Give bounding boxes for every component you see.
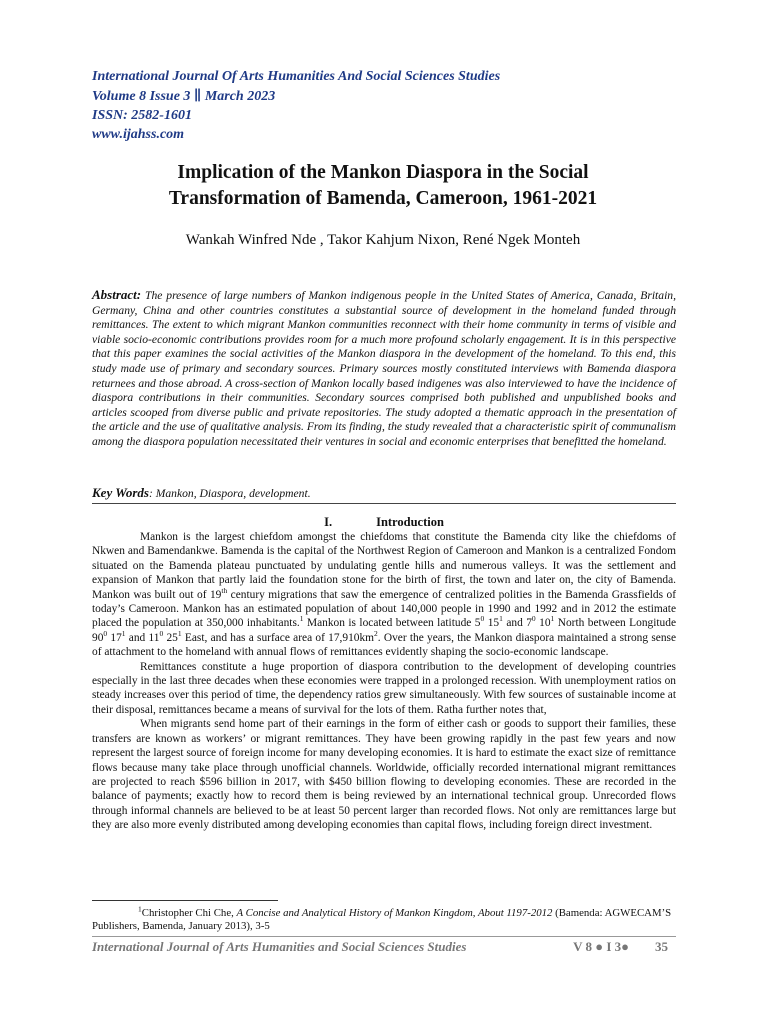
footnote-divider bbox=[92, 900, 278, 901]
superscript: 0 bbox=[531, 614, 536, 624]
footer-volume-issue: V 8 ● I 3● bbox=[573, 939, 629, 954]
abstract-text: The presence of large numbers of Mankon indigenous people in the United States of America, Canada, Britain, Germany, China and other countries constitutes a substantial source of development in the homeland funded through remittances. The extent to which migrant Mankon communities reconnect with their home community in terms of visible and viable socio-economic contributions provides room for a much more profound scholarly engagement. It is in this perspective that this paper examines the social activities of the Mankon diaspora in the development of the homeland. To this end, this study made use of primary and secondary sources. Primary sources mostly constituted interviews with Bamenda diaspora returnees and those abroad. A cross-section of Mankon locally based indigenes was also interviewed to have the incidence of diaspora contributions in their communities. Secondary sources comprised both published and unpublished books and articles scooped from diverse public and private repositories. The study adopted a thematic approach in the presentation of the article and the use of qualitative analysis. From its finding, the study revealed that a characteristic spirit of communalism among the diaspora population necessitated their ventures in social and economic enterprises that benefitted the homeland. bbox=[92, 289, 676, 448]
p1-text: 17 bbox=[107, 631, 122, 644]
footer-page-info bbox=[573, 939, 668, 955]
section-number: I. bbox=[324, 515, 333, 529]
p1-text: and 7 bbox=[502, 617, 532, 630]
p1-text: . Over the years, the Mankon diaspora maintained a strong sense of attachment to the homeland with annual flows of remittances evidently shaping the socio-economic landscape. bbox=[92, 631, 676, 659]
superscript: 0 bbox=[159, 629, 164, 639]
footnote-publisher: (Bamenda: AGWECAM’S Publishers, Bamenda, January 2013), 3-5 bbox=[92, 907, 672, 933]
paragraph-1 bbox=[92, 530, 676, 660]
footnote-ref[interactable]: 1 bbox=[299, 614, 304, 624]
keywords-divider bbox=[92, 503, 676, 504]
p1-text: 10 bbox=[535, 617, 551, 630]
footnote-book-title: A Concise and Analytical History of Mankon Kingdom, About 1197-2012 bbox=[236, 907, 553, 919]
footnote-marker: 1 bbox=[138, 904, 142, 914]
keywords-label: Key Words bbox=[92, 485, 149, 500]
journal-volume: Volume 8 Issue 3 ∥ March 2023 bbox=[92, 89, 276, 104]
section-title: Introduction bbox=[376, 515, 444, 529]
p1-text: Mankon is located between latitude 5 bbox=[303, 617, 481, 630]
footer-journal: International Journal of Arts Humanities and Social Sciences Studies bbox=[92, 939, 467, 954]
journal-url[interactable]: www.ijahss.com bbox=[92, 127, 185, 142]
page-footer bbox=[92, 936, 676, 955]
p1-text: Mankon is the largest chiefdom amongst the chiefdoms that constitute the Bamenda city like the chiefdoms of Nkwen and Bamendankwe. Bamenda is the capital of the Northwest Region of Cameroon and Mankon is a centralized Fondom situated on the Bamenda plateau punctuated by undulating gentle hills and numerous valleys. It was the settlement and expansion of Mankon that partly laid the foundation stone for the birth of first, the town and later on, the city of Bamenda. Mankon was built out of 19 bbox=[92, 531, 676, 601]
authors: Wankah Winfred Nde , Takor Kahjum Nixon, René Ngek Monteh bbox=[185, 232, 581, 248]
p1-text: East, and has a surface area of 17,910km bbox=[181, 631, 375, 644]
title-line-1: Implication of the Mankon Diaspora in the Social bbox=[177, 162, 589, 183]
superscript: th bbox=[221, 585, 228, 595]
block-quote: When migrants send home part of their earnings in the form of either cash or goods to support their families, these transfers are known as workers’ or migrant remittances. They have been growing rapidly in the past few years and now represent the largest source of foreign income for many developing economies. It is hard to estimate the exact size of remittance flows because many take place through unofficial channels. Worldwide, officially recorded international migrant remittances are projected to reach $596 billion in 2017, with $450 billion flowing to developing economies. These are recorded in the balance of payments; exactly how to record them is being reviewed by an international technical group. Unrecorded flows through informal channels are believed to be at least 50 percent larger than recorded flows. Not only are remittances large but they are also more evenly distributed among developing economies than capital flows, including foreign direct investment. bbox=[92, 718, 676, 832]
abstract-label: Abstract: bbox=[92, 287, 142, 302]
keywords bbox=[92, 485, 311, 501]
superscript: 1 bbox=[121, 629, 126, 639]
footer-page-number: 35 bbox=[655, 939, 668, 954]
journal-name: International Journal Of Arts Humanities And Social Sciences Studies bbox=[92, 69, 501, 84]
superscript: 1 bbox=[499, 614, 503, 624]
keywords-text: : Mankon, Diaspora, development. bbox=[148, 487, 311, 500]
paragraph-2: Remittances constitute a huge proportion of diaspora contribution to the development of developing countries especially in the last three decades when these economies were trapped in a prolonged recession. With unemployment ratios on steady increases over this period of time, the dependency ratios grew simultaneously. With few sources of sustainable income at their disposal, remittances became a means of survival for the lots of them. Ratha further notes that, bbox=[92, 660, 676, 716]
p1-text: North between Longitude 90 bbox=[92, 617, 677, 644]
p1-text: and 11 bbox=[125, 631, 160, 644]
superscript: 0 bbox=[103, 629, 108, 639]
title-line-2: Transformation of Bamenda, Cameroon, 1961-2021 bbox=[168, 188, 598, 209]
abstract bbox=[92, 288, 676, 450]
superscript: 0 bbox=[480, 614, 485, 624]
footnote-author: Christopher Chi Che, bbox=[141, 907, 237, 919]
section-heading bbox=[92, 515, 676, 530]
p1-text: 25 bbox=[163, 631, 178, 644]
footnote bbox=[92, 904, 676, 934]
superscript: 2 bbox=[374, 629, 378, 639]
journal-issn: ISSN: 2582-1601 bbox=[92, 108, 192, 123]
p1-text: 15 bbox=[484, 617, 500, 630]
p1-text: century migrations that saw the emergence of centralized polities in the Bamenda Grassfields of today’s Cameroon. Mankon has an estimated population of about 140,000 people in 1990 and 1992 and in 2012 the estimate placed the population at 350,000 inhabitants. bbox=[92, 588, 676, 630]
superscript: 1 bbox=[177, 629, 182, 639]
paper-title bbox=[90, 160, 676, 212]
superscript: 1 bbox=[550, 614, 555, 624]
body-text bbox=[92, 530, 676, 833]
